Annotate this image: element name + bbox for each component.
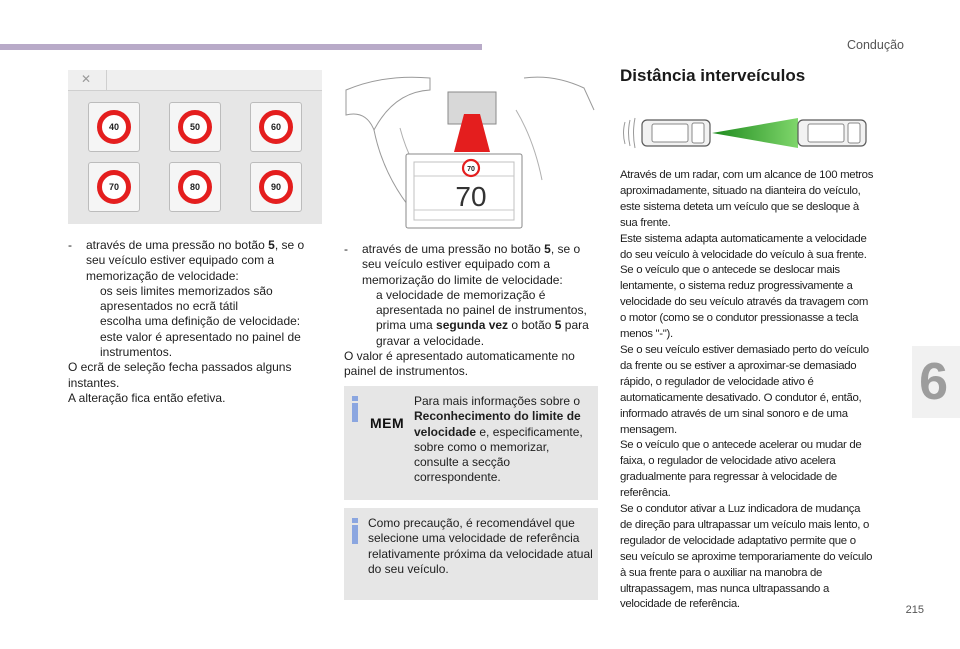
- display-speed-value: 70: [455, 181, 487, 212]
- speed-sign-card: [88, 162, 140, 212]
- small-speed-sign-value: 70: [467, 166, 475, 173]
- mem-badge: MEM: [370, 415, 405, 431]
- list-item: - através de uma pressão no botão 5, se o seu veículo estiver equipado com a memorização do limite de velocidade:: [344, 242, 581, 287]
- button-reference: 5: [554, 318, 562, 333]
- vehicles-radar-illustration: [620, 110, 874, 156]
- speed-sign-card: [250, 102, 302, 152]
- paragraph: Se o condutor ativar a Luz indicadora de mudança de direção para ultrapassar um veículo mais lento, o regulador de velocidade adaptativo permite que o seu veículo se aproxime temporariamente do veículo à sua frente para o auxiliar na manobra de ultrapassagem, mas nunca ultrapassando a velocidade de referência.: [620, 503, 873, 611]
- speed-sign-card: [88, 102, 140, 152]
- speed-sign-card: [169, 162, 221, 212]
- paragraph: A alteração fica então efetiva.: [68, 390, 226, 405]
- list-item: - através de uma pressão no botão 5, se o seu veículo estiver equipado com a memorização de velocidade:: [68, 238, 305, 283]
- speed-limit-sign-icon: 40: [97, 110, 131, 144]
- close-icon: ✕: [81, 72, 92, 86]
- chapter-number: 6: [919, 353, 948, 411]
- paragraph: Se o veículo que o antecede se deslocar mais lentamente, o sistema reduz progressivamente a velocidade do seu veículo através da travagem com o motor (como se o condutor pressionasse a tecla menos "-").: [620, 264, 869, 341]
- speed-limit-sign-icon: 50: [178, 110, 212, 144]
- speed-sign-card: [169, 102, 221, 152]
- speed-limit-sign-icon: 80: [178, 170, 212, 204]
- page-number: 215: [905, 604, 924, 616]
- paragraph: Através de um radar, com um alcance de 100 metros aproximadamente, situado na dianteira do veículo, este sistema deteta um veículo que se desloque à sua frente.: [620, 169, 874, 229]
- radar-beam: [712, 118, 798, 148]
- info-box-mem: [344, 386, 598, 500]
- section-heading: Distância interveículos: [620, 66, 806, 85]
- paragraph: Se o seu veículo estiver demasiado perto do veículo da frente ou se estiver a aproximar-se demasiado rápido, o regulador de velocidade ativo é automaticamente desativado. O condutor é, então, informado através de um sinal sonoro e de uma mensagem.: [620, 343, 869, 436]
- speed-limit-sign-icon: 90: [259, 170, 293, 204]
- paragraph: O valor é apresentado automaticamente no painel de instrumentos.: [344, 349, 575, 379]
- header-accent-bar: [0, 44, 482, 50]
- paragraph: Se o veículo que o antecede acelerar ou mudar de faixa, o regulador de velocidade ativo acelera gradualmente para regressar à velocidade de referência.: [620, 439, 862, 500]
- button-reference: 5: [268, 238, 275, 252]
- paragraph: O ecrã de seleção fecha passados alguns instantes.: [68, 360, 292, 390]
- vehicle-ahead-icon: [798, 120, 866, 146]
- sub-list-item: a velocidade de memorização é apresentada no painel de instrumentos,: [376, 287, 587, 318]
- info-text: Como precaução, é recomendável que selecione uma velocidade de referência relativamente próxima da velocidade atual do seu veículo.: [368, 516, 593, 576]
- sub-list-item: os seis limites memorizados são apresentados no ecrã tátil: [100, 283, 273, 314]
- speed-limit-sign-icon: 70: [97, 170, 131, 204]
- instrument-panel-illustration: [344, 70, 598, 230]
- speed-selection-illustration: [68, 70, 322, 224]
- button-reference: 5: [544, 242, 551, 256]
- section-title: Condução: [847, 38, 904, 52]
- sub-list-item: prima uma segunda vez o botão 5 para gravar a velocidade.: [376, 318, 589, 348]
- sub-list-item: escolha uma definição de velocidade: este valor é apresentado no painel de instrumentos.: [100, 314, 301, 360]
- info-box-precaution: [344, 508, 598, 600]
- speed-sign-card: [250, 162, 302, 212]
- list-dash: -: [68, 238, 72, 252]
- speed-limit-sign-icon: 60: [259, 110, 293, 144]
- middle-column-text: [344, 242, 598, 380]
- info-text: Para mais informações sobre o Reconhecimento do limite de velocidade e, especificamente, sobre como o memorizar, consulte a secção correspondente.: [414, 394, 583, 485]
- info-icon: [352, 396, 358, 422]
- left-column-text: [68, 238, 322, 406]
- right-column-text: [620, 168, 874, 613]
- paragraph: Este sistema adapta automaticamente a velocidade do seu veículo à velocidade do veículo à sua frente.: [620, 232, 867, 261]
- own-vehicle-icon: [642, 120, 710, 146]
- info-icon: [352, 518, 358, 544]
- list-dash: -: [344, 242, 348, 256]
